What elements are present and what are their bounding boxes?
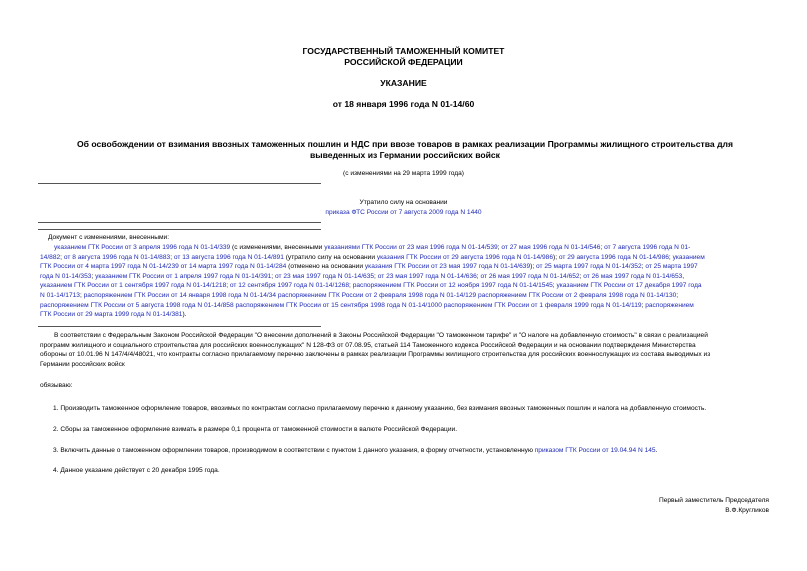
amendment-link[interactable]: распоряжением ГТК России от 5 августа 1998 года N 01-14/858 — [40, 301, 234, 309]
amendment-text: ; — [668, 253, 673, 261]
amendment-link[interactable]: года N 01-14/353 — [40, 272, 92, 280]
amendment-link[interactable]: от 26 мая 1997 года N 01-14/653 — [583, 272, 683, 280]
amendment-link[interactable]: распоряжением — [645, 301, 694, 309]
amendment-text: ; — [579, 272, 584, 280]
separator-rule — [38, 326, 321, 327]
order-145-link[interactable]: приказом ГТК России от 19.04.94 N 145 — [534, 447, 656, 454]
document-date: от 18 января 1996 года N 01-14/60 — [332, 99, 475, 109]
amendments-line — [40, 310, 772, 320]
signature-block — [659, 496, 769, 515]
preamble-line: программ жилищного и социального строительства для российских военнослужащих" N 128-ФЗ от 07.08.95, статьей 114 Таможенного кодекса Российской Федерации и на основании подтверждения Министерства — [40, 341, 696, 349]
amendment-link[interactable]: от 26 мая 1997 года N 01-14/652 — [480, 272, 580, 280]
document-title-line2: выведенных из Германии российских войск — [310, 150, 500, 160]
committee-name-line2: РОССИЙСКОЙ ФЕДЕРАЦИИ — [344, 57, 463, 67]
amendments-line — [40, 262, 772, 272]
item-2: 2. Сборы за таможенное оформление взимать в размере 0,1 процента от таможенной стоимости в валюте Российской Федерации. — [53, 426, 458, 433]
amendment-text: ); — [530, 263, 536, 271]
amendment-text: (утратило силу на основании — [283, 253, 377, 261]
amendment-text: ; — [600, 244, 605, 251]
amendment-link[interactable]: 14/882 — [40, 253, 61, 261]
lost-force-note: Утратило силу на основании — [359, 199, 448, 206]
amendment-link[interactable]: указанием ГТК России от 1 апреля 1997 года N 01-14/391 — [95, 272, 272, 280]
amendment-link[interactable]: от 12 сентября 1997 года N 01-14/1268 — [229, 282, 350, 290]
amendment-link[interactable]: от 13 августа 1996 года N 01-14/891 — [173, 253, 284, 261]
amendment-link[interactable]: ГТК России от 29 марта 1999 года N 01-14/381 — [40, 311, 183, 319]
document-type: УКАЗАНИЕ — [380, 78, 427, 88]
signer-position: Первый заместитель Председателя — [658, 497, 769, 504]
amendment-text: (с изменениями, внесенными — [230, 244, 325, 251]
amendment-text: ; — [374, 272, 378, 280]
amendment-text: (отменено на основании — [286, 263, 365, 271]
amendment-link[interactable]: от 25 марта 1997 — [645, 263, 698, 271]
amendment-text: , — [682, 272, 685, 280]
preamble-line: Германии российских войск — [40, 360, 125, 368]
item-3-text: 3. Включить данные о таможенном оформлении товаров, производимом в соответствии с пунктом 1 данного указания, в форму отчетности, установленную — [53, 447, 535, 454]
amendment-link[interactable]: от 23 мая 1997 года N 01-14/636 — [377, 272, 477, 280]
amendment-link[interactable]: распоряжением ГТК России от 15 сентября 1998 года N 01-14/1000 — [235, 301, 442, 309]
amendment-link[interactable]: от 29 августа 1996 года N 01-14/986 — [558, 253, 669, 261]
preamble — [40, 331, 775, 369]
amendment-link[interactable]: указанием ГТК России от 3 апреля 1996 года N 01-14/339 — [54, 244, 231, 251]
obliges-word: обязываю: — [40, 382, 73, 389]
amendment-text: ; — [271, 272, 275, 280]
amendment-link[interactable]: от 14 марта 1997 года N 01-14/284 — [180, 263, 287, 271]
amendment-text: ); — [553, 253, 559, 261]
amendment-link[interactable]: указанием ГТК России от 1 сентября 1997 года N 01-14/1218 — [40, 282, 227, 290]
amendment-link[interactable]: распоряжением ГТК России от 14 января 1998 года N 01-14/34 — [83, 291, 277, 299]
amendment-link[interactable]: распоряжением ГТК России от 2 февраля 1998 года N 01-14/130 — [478, 291, 677, 299]
amendments-line — [40, 243, 772, 253]
amendment-link[interactable]: указанием ГТК России от 17 декабря 1997 года — [556, 282, 702, 290]
amendment-text: ; — [476, 272, 481, 280]
separator-rule — [38, 183, 321, 184]
amendment-text: ; — [641, 301, 646, 309]
amendment-text: ; — [497, 244, 502, 251]
amendment-text: ; — [60, 253, 64, 261]
amendment-link[interactable]: указания ГТК России от 23 мая 1997 года N 01-14/639 — [364, 263, 531, 271]
item-3-end: . — [655, 447, 658, 454]
amendment-text: ; — [641, 263, 646, 271]
amendment-link[interactable]: от 8 августа 1996 года N 01-14/883 — [63, 253, 171, 261]
amendment-text: ). — [182, 311, 187, 319]
amendment-text: ; — [676, 291, 679, 299]
amendment-link[interactable]: распоряжением ГТК России от 2 февраля 1998 года N 01-14/129 — [277, 291, 477, 299]
amendment-note: (с изменениями на 29 марта 1999 года) — [343, 170, 464, 177]
amendments-intro: Документ с изменениями, внесенными: — [48, 234, 170, 241]
amendment-text: ; — [91, 272, 96, 280]
amendment-link[interactable]: от 7 августа 1996 года N 01- — [604, 244, 691, 251]
amendments-line — [40, 253, 772, 263]
amendments-line — [40, 301, 772, 311]
amendment-link[interactable]: ГТК России от 4 марта 1997 года N 01-14/239 — [40, 263, 179, 271]
amendment-link[interactable]: указания ГТК России от 29 августа 1996 года N 01-14/986 — [376, 253, 554, 261]
amendment-text: ; — [552, 282, 557, 290]
amendment-link[interactable]: N 01-14/1713 — [40, 291, 80, 299]
amendment-link[interactable]: от 25 марта 1997 года N 01-14/352 — [536, 263, 642, 271]
lost-force-link[interactable]: приказа ФТС России от 7 августа 2009 года N 1440 — [325, 209, 482, 216]
signer-name: В.Ф.Кругликов — [725, 506, 769, 514]
amendment-link[interactable]: указанием — [672, 253, 705, 261]
amendment-link[interactable]: от 27 мая 1996 года N 01-14/546 — [501, 244, 601, 251]
preamble-line: обороны от 10.01.96 N 147/4/4/48021, что контракты согласно прилагаемому перечню заключены в рамках реализации Программы жилищного строительства для российских военнослужащих из состава выводимых из — [40, 351, 711, 359]
amendments-line — [40, 272, 772, 282]
amendment-text: ; — [349, 282, 353, 290]
item-4: 4. Данное указание действует с 20 декабря 1995 года. — [53, 467, 220, 474]
amendment-text: ; — [226, 282, 230, 290]
preamble-line: В соответствии с Федеральным Законом Российской Федерации "О внесении дополнений в Законы Российской Федерации "О таможенном тарифе" и "О налоге на добавленную стоимость" в связи с реализацией — [54, 332, 708, 339]
committee-name-line1: ГОСУДАРСТВЕННЫЙ ТАМОЖЕННЫЙ КОМИТЕТ — [302, 46, 505, 56]
amendment-text: ; — [170, 253, 174, 261]
amendments-line — [40, 291, 772, 301]
separator-rule — [38, 229, 321, 230]
separator-rule — [38, 222, 321, 223]
amendment-text: ; — [79, 291, 84, 299]
amendments-line — [40, 281, 772, 291]
amendments-list — [40, 243, 772, 320]
amendment-link[interactable]: распоряжением ГТК России от 1 февраля 1999 года N 01-14/119 — [443, 301, 642, 309]
item-1: 1. Производить таможенное оформление товаров, ввозимых по контрактам согласно прилагаемому перечню к данному указанию, без взимания ввозных таможенных пошлин и налога на добавленную стоимость. — [53, 405, 707, 412]
item-3 — [53, 446, 657, 456]
amendment-link[interactable]: от 23 мая 1997 года N 01-14/635 — [274, 272, 375, 280]
amendment-link[interactable]: распоряжением ГТК России от 12 ноября 1997 года N 01-14/1545 — [352, 282, 553, 290]
document-title-line1: Об освобождении от взимания ввозных таможенных пошлин и НДС при ввозе товаров в рамках реализации Программы жилищного строительства для — [77, 139, 733, 149]
amendment-link[interactable]: указаниями ГТК России от 23 мая 1996 года N 01-14/539 — [324, 244, 498, 251]
